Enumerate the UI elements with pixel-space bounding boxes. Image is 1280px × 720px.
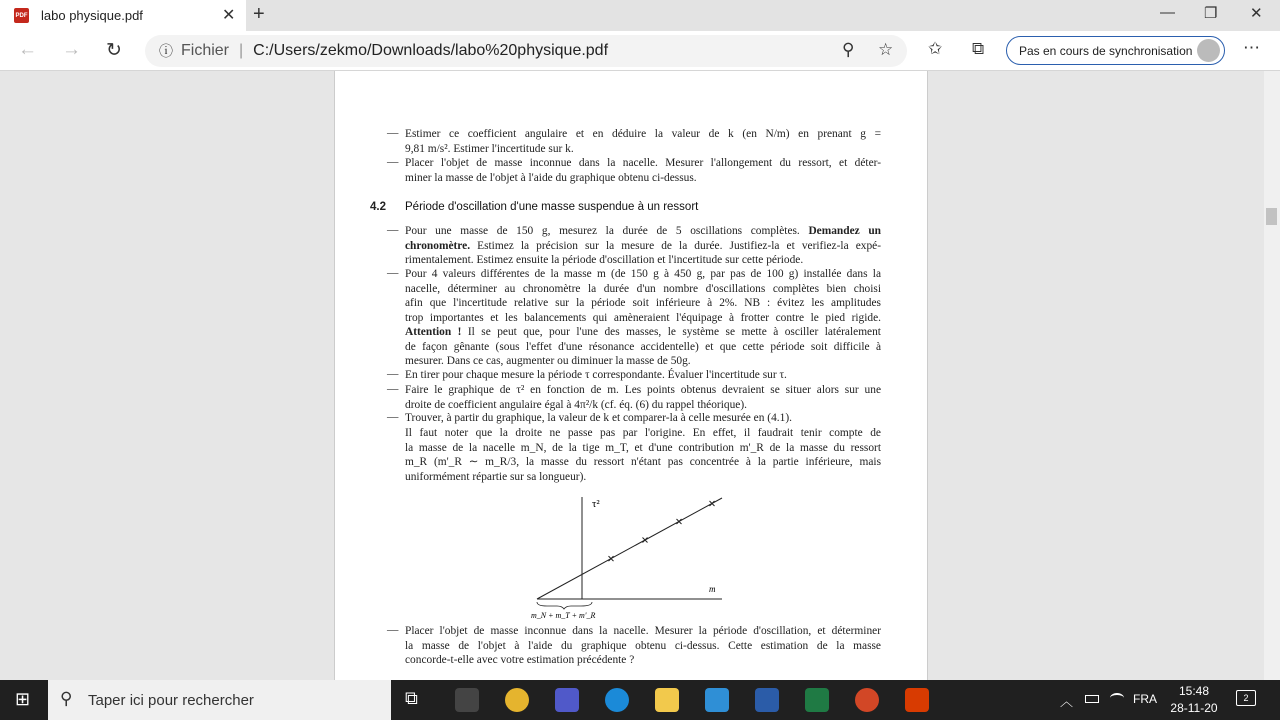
excel-icon[interactable] [805, 688, 829, 712]
url-text: C:/Users/zekmo/Downloads/labo%20physique.pdf [253, 42, 609, 59]
text-segment: chronomètre. [405, 239, 471, 252]
time: 15:48 [1178, 684, 1210, 698]
bullet-dash: — [387, 156, 399, 168]
task-view-icon[interactable]: ⧉ [405, 688, 418, 708]
text-segment: uniformément répartie sur sa longueur). [405, 470, 587, 483]
text-segment: m_R (m'_R ∼ m_R/3, la masse du ressort n'étant pas concentrée à la partie inférieure, mais [405, 456, 881, 468]
text-segment: Placer l'objet de masse inconnue dans la nacelle. Mesurer l'allongement du ressort, et déter- [405, 157, 881, 169]
text-segment: mesurer. Dans ce cas, augmenter ou diminuer la masse de 50g. [405, 355, 691, 367]
text-segment: 9,81 m/s². Estimer l'incertitude sur k. [405, 142, 574, 155]
text-segment: afin que l'incertitude relative sur la période soit inférieure à 2%. NB : évitez les amplitudes [405, 297, 881, 309]
sync-label: Pas en cours de synchronisation [1019, 43, 1193, 58]
text-segment: Attention ! [405, 326, 462, 338]
search-placeholder: Taper ici pour rechercher [88, 691, 254, 709]
refresh-icon[interactable]: ↻ [106, 40, 122, 61]
text-segment: la masse de l'objet à l'aide du graphique obtenu ci-dessus. Cette estimation de la masse [405, 639, 881, 652]
date: 28-11-20 [1170, 701, 1218, 715]
intercept-brace [537, 602, 592, 609]
battery-icon[interactable] [1085, 695, 1099, 703]
text-segment: Trouver, à partir du graphique, la valeur de k et comparer-la à celle mesurée en (4.1). [405, 412, 792, 424]
photos-icon[interactable] [705, 688, 729, 712]
text-segment: Il se peut que, pour l'une des masses, le système se mette à osciller latéralement [461, 326, 881, 338]
edge-icon[interactable] [605, 688, 629, 712]
windows-start-icon[interactable]: ⊞ [15, 689, 31, 709]
favorites-icon[interactable]: ✩ [928, 39, 943, 58]
bullet-dash: — [387, 127, 399, 139]
text-segment: Estimer ce coefficient angulaire et en déduire la valeur de k (en N/m) en prenant g = [405, 128, 881, 140]
new-tab-button[interactable]: + [253, 3, 265, 25]
zoom-icon[interactable]: ⚲ [842, 40, 855, 59]
bullet-dash: — [387, 224, 399, 236]
clock[interactable] [1164, 683, 1224, 717]
y-axis-label: τ² [592, 498, 600, 510]
section-heading: Période d'oscillation d'une masse suspendue à un ressort [405, 201, 699, 213]
text-segment: Pour 4 valeurs différentes de la masse m (de 150 g à 450 g, par pas de 100 g) installée dans la [405, 268, 881, 280]
powerpoint-icon[interactable] [855, 688, 879, 712]
text-segment: rimentalement. Estimez ensuite la période d'oscillation et l'incertitude sur cette période. [405, 254, 804, 266]
scrollbar[interactable] [1264, 71, 1280, 680]
data-point [643, 538, 648, 543]
taskbar-search[interactable] [48, 680, 391, 720]
bullet-dash: — [387, 624, 399, 636]
forward-icon[interactable]: → [62, 39, 81, 60]
word-icon[interactable] [755, 688, 779, 712]
taskbar [0, 680, 1280, 720]
back-icon[interactable]: ← [18, 39, 37, 60]
search-icon: ⚲ [60, 689, 73, 708]
notification-count: 2 [1243, 693, 1249, 703]
teams-icon[interactable] [555, 688, 579, 712]
favorite-star-icon[interactable]: ☆ [878, 40, 894, 59]
bullet-dash: — [387, 383, 399, 395]
bullet-dash: — [387, 368, 399, 380]
fit-line [537, 498, 722, 599]
text-segment: Placer l'objet de masse inconnue dans la nacelle. Mesurer la période d'oscillation, et déterminer [405, 625, 881, 637]
wifi-icon[interactable] [1110, 693, 1124, 703]
text-segment: nacelle, déterminer au chronomètre la durée d'un nombre d'oscillations complètes bien choisi [405, 282, 881, 295]
text-segment: Pour une masse de 150 g, mesurez la durée de 5 oscillations complètes. [405, 225, 809, 237]
section-number: 4.2 [370, 201, 386, 213]
text-segment: concorde-t-elle avec votre estimation précédente ? [405, 654, 635, 666]
address-bar[interactable]: ⓘ Fichier | C:/Users/zekmo/Downloads/labo%20physique.pdf ⚲ ☆ [145, 35, 907, 67]
address-prefix: Fichier [181, 42, 230, 59]
text-segment: trop importantes et les balancements qui amèneraient l'équipage à frotter contre le pied rigide. [405, 311, 881, 324]
data-point [677, 519, 682, 524]
text-segment: la masse de la nacelle m_N, de la tige m_T, et d'une contribution m'_R de la masse du ressort [405, 441, 881, 454]
data-point [609, 556, 614, 561]
bullet-dash: — [387, 267, 399, 279]
text-segment: En tirer pour chaque mesure la période τ correspondante. Évaluer l'incertitude sur τ. [405, 369, 787, 381]
text-segment: de façon gênante (sous l'effet d'une résonance accidentelle) et que cette période soit difficile à [405, 340, 881, 353]
tab-title: labo physique.pdf [41, 8, 143, 23]
restore-button[interactable]: ❐ [1204, 5, 1218, 22]
text-segment: Il faut noter que la droite ne passe pas par l'origine. En effet, il faudrait tenir compte de [405, 427, 881, 439]
text-segment: Faire le graphique de τ² en fonction de m. Les points obtenus devraient se situer alors sur une [405, 384, 881, 396]
more-menu-icon[interactable]: ⋯ [1243, 38, 1260, 57]
pdf-icon: PDF [14, 8, 29, 23]
minimize-button[interactable]: — [1160, 4, 1175, 21]
office-icon[interactable] [905, 688, 929, 712]
intercept-label: m_N + m_T + m'_R [531, 611, 596, 620]
info-icon: ⓘ [159, 43, 173, 59]
close-tab-icon[interactable]: ✕ [222, 7, 236, 24]
bullet-dash: — [387, 411, 399, 423]
close-window-button[interactable]: ✕ [1250, 5, 1263, 22]
text-segment: Demandez un [808, 225, 882, 237]
notifications-icon[interactable] [1236, 690, 1256, 706]
collections-icon[interactable]: ⧉ [972, 39, 985, 58]
text-segment: Estimez la précision sur la mesure de la durée. Justifiez-la et verifiez-la expé- [470, 239, 881, 252]
tray-chevron-icon[interactable]: ︿ [1060, 694, 1074, 709]
store-icon[interactable] [455, 688, 479, 712]
scrollbar-thumb[interactable] [1266, 208, 1277, 225]
file-explorer-icon[interactable] [655, 688, 679, 712]
data-point [710, 501, 715, 506]
text-segment: miner la masse de l'objet à l'aide du graphique obtenu ci-dessus. [405, 171, 697, 184]
text-segment: droite de coefficient angulaire égal à 4π²/k (cf. éq. (6) du rappel théorique). [405, 398, 747, 411]
language-indicator[interactable]: FRA [1133, 692, 1157, 706]
x-axis-label: m [709, 584, 716, 594]
chrome-icon[interactable] [505, 688, 529, 712]
